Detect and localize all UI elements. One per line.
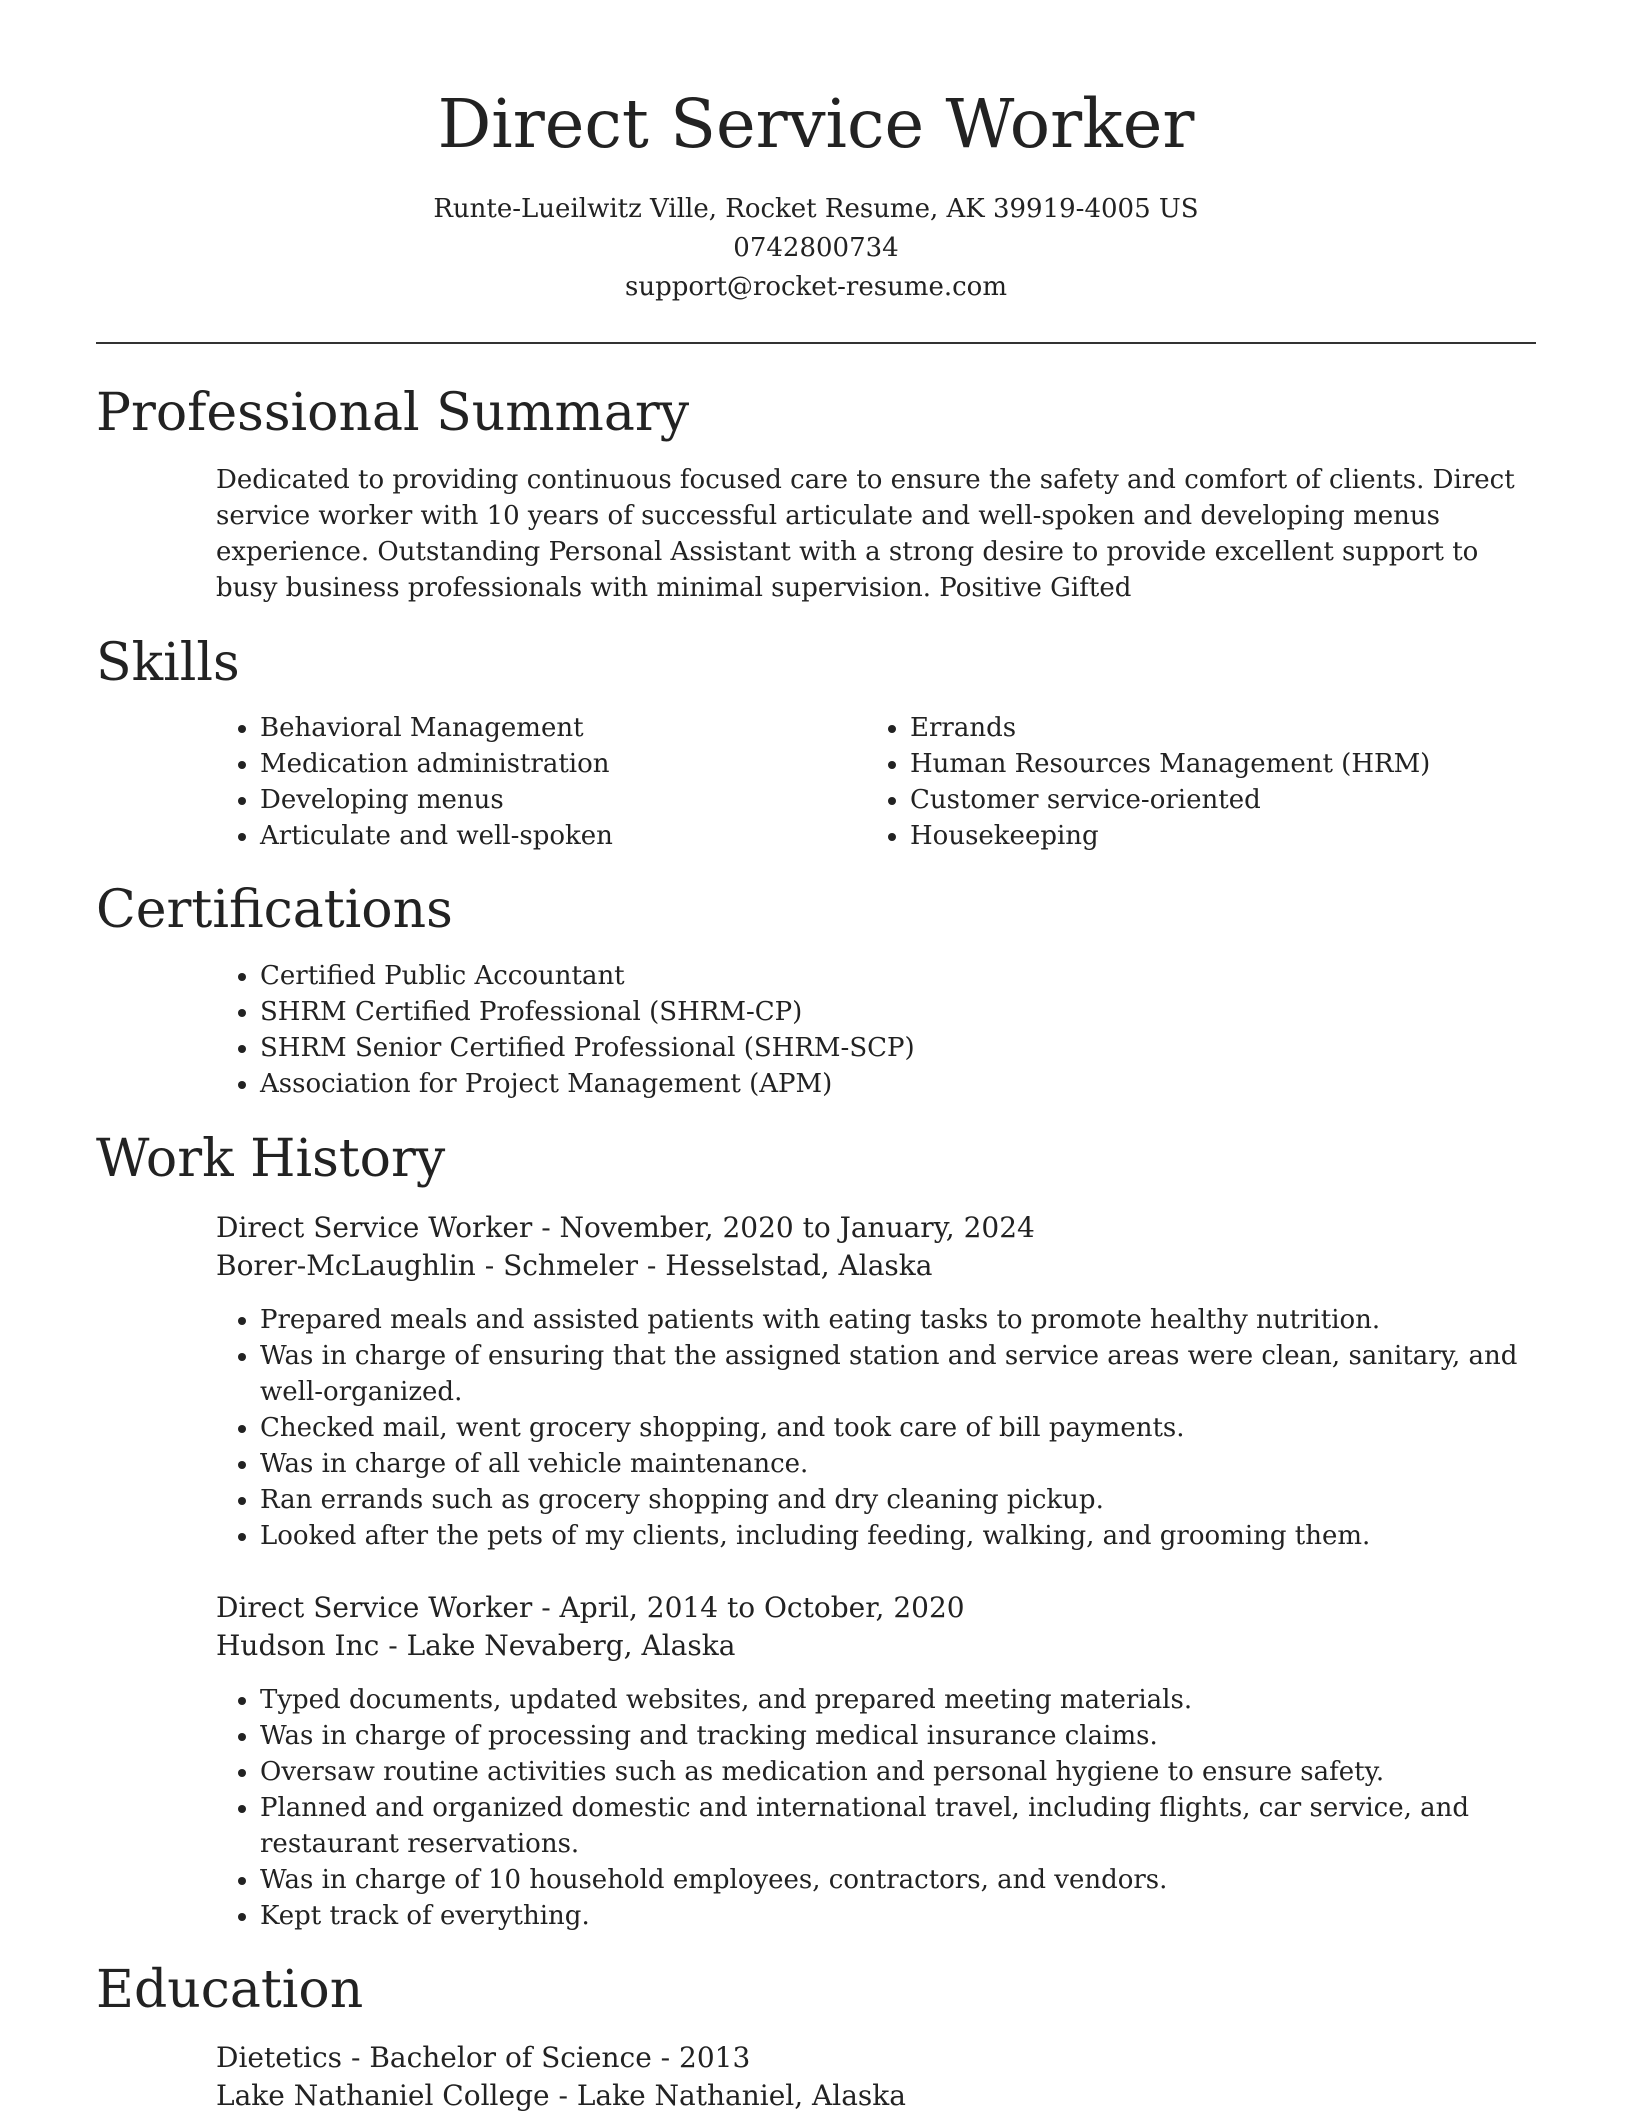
certification-item: • Certified Public Accountant <box>260 958 1560 994</box>
job-company-line: Hudson Inc - Lake Nevaberg, Alaska <box>216 1629 736 1662</box>
job-bullet: • Kept track of everything. <box>260 1898 1560 1934</box>
job-company-line: Borer-McLaughlin - Schmeler - Hesselstad, Alaska <box>216 1249 933 1282</box>
job-bullet: • Was in charge of processing and tracking medical insurance claims. <box>260 1718 1560 1754</box>
resume-name: Direct Service Worker <box>437 85 1195 163</box>
job-bullets <box>216 1682 1560 1934</box>
skill-item: • Articulate and well-spoken <box>260 818 800 854</box>
job-bullet: • Was in charge of all vehicle maintenance. <box>260 1446 1530 1482</box>
skill-item: • Housekeeping <box>910 818 1550 854</box>
summary-heading: Professional Summary <box>96 383 690 443</box>
skills-list-right <box>866 710 1550 854</box>
education-heading: Education <box>96 1960 364 2020</box>
certification-item: • SHRM Senior Certified Professional (SHRM-SCP) <box>260 1030 1560 1066</box>
skill-item: • Medication administration <box>260 746 800 782</box>
job-bullet: • Ran errands such as grocery shopping and dry cleaning pickup. <box>260 1482 1530 1518</box>
skill-item: • Developing menus <box>260 782 800 818</box>
summary-text: Dedicated to providing continuous focused care to ensure the safety and comfort of clients. Direct service worker with 10 years of successful articulate and well-spoken and developing menus experience. Outstanding Personal Assistant with a strong desire to provide excellent support to busy business professionals with minimal supervision. Positive Gifted <box>216 465 1515 603</box>
job-bullet: • Was in charge of 10 household employees, contractors, and vendors. <box>260 1862 1560 1898</box>
job-bullet: • Typed documents, updated websites, and prepared meeting materials. <box>260 1682 1560 1718</box>
skill-item: • Errands <box>910 710 1550 746</box>
job-title-line: Direct Service Worker - November, 2020 to January, 2024 <box>216 1211 1035 1244</box>
contact-phone: 0742800734 <box>733 233 899 263</box>
job-bullet: • Looked after the pets of my clients, including feeding, walking, and grooming them. <box>260 1518 1530 1554</box>
job-title-line: Direct Service Worker - April, 2014 to October, 2020 <box>216 1591 965 1624</box>
certification-item: • Association for Project Management (APM) <box>260 1066 1560 1102</box>
job-bullet: • Oversaw routine activities such as medication and personal hygiene to ensure safety. <box>260 1754 1560 1790</box>
skill-item: • Behavioral Management <box>260 710 800 746</box>
certifications-heading: Certifications <box>96 880 453 940</box>
skills-heading: Skills <box>96 633 240 693</box>
job-bullet: • Checked mail, went grocery shopping, and took care of bill payments. <box>260 1410 1530 1446</box>
job-bullet: • Prepared meals and assisted patients with eating tasks to promote healthy nutrition. <box>260 1302 1530 1338</box>
skill-item: • Customer service-oriented <box>910 782 1550 818</box>
skill-item: • Human Resources Management (HRM) <box>910 746 1550 782</box>
education-school-line: Lake Nathaniel College - Lake Nathaniel, Alaska <box>216 2079 906 2112</box>
certifications-list <box>216 958 1560 1102</box>
contact-email: support@rocket-resume.com <box>624 272 1007 302</box>
job-bullets <box>216 1302 1530 1554</box>
work-history-heading: Work History <box>96 1129 446 1189</box>
job-bullet: • Was in charge of ensuring that the assigned station and service areas were clean, sanitary, and well-organized. <box>260 1338 1530 1410</box>
education-degree-line: Dietetics - Bachelor of Science - 2013 <box>216 2041 751 2074</box>
certification-item: • SHRM Certified Professional (SHRM-CP) <box>260 994 1560 1030</box>
header-divider <box>96 342 1536 344</box>
job-bullet: • Planned and organized domestic and international travel, including flights, car service, and restaurant reservations. <box>260 1790 1560 1862</box>
contact-address: Runte-Lueilwitz Ville, Rocket Resume, AK 39919-4005 US <box>433 194 1199 224</box>
skills-list-left <box>216 710 800 854</box>
